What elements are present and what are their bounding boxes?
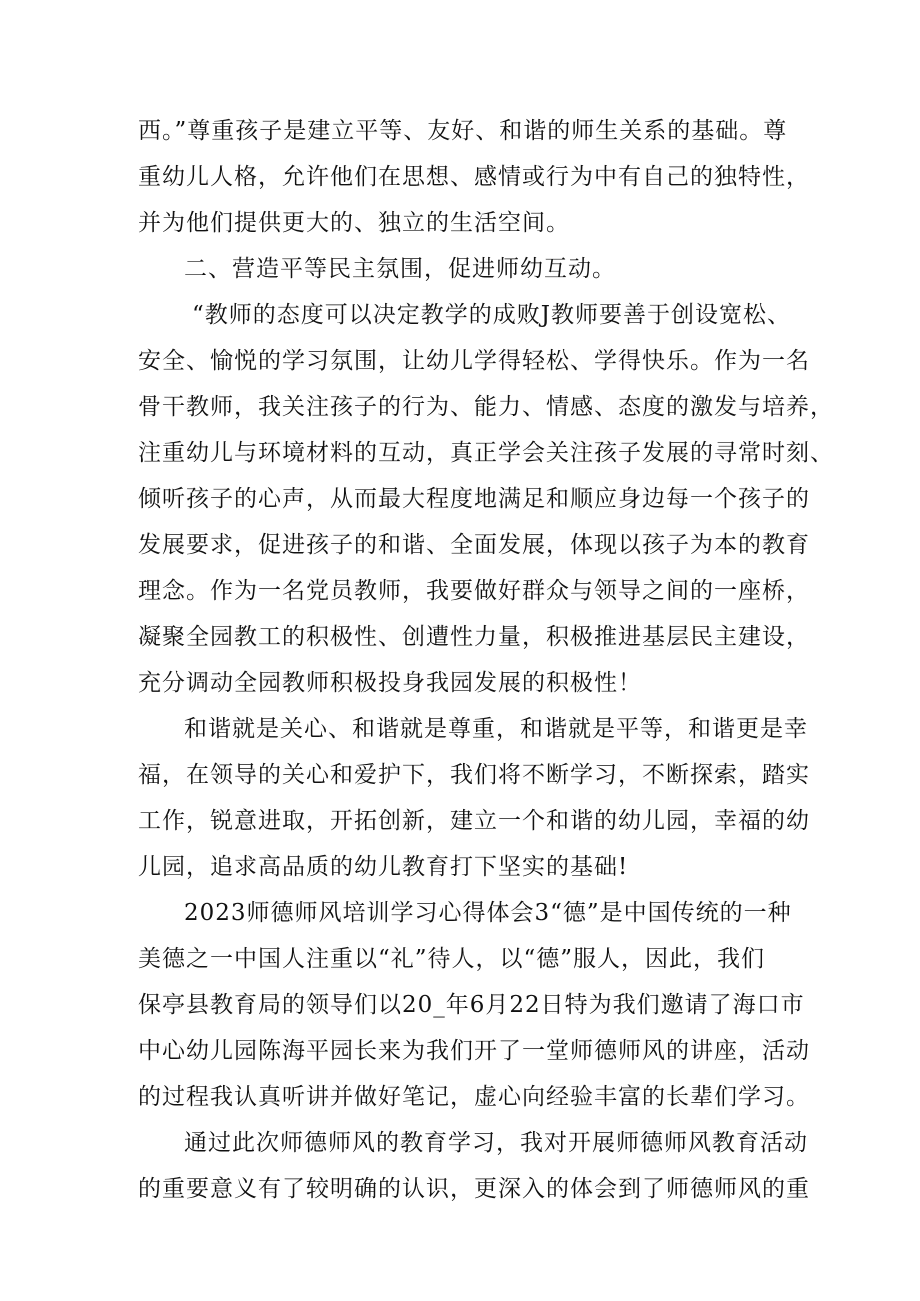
text-line: 发展要求，促进孩子的和谐、全面发展，体现以孩子为本的教育 [138, 532, 810, 558]
paragraph-first-line: 2023师德师风培训学习心得体会3“德”是中国传统的一种 [184, 900, 792, 926]
text-line: 骨干教师，我关注孩子的行为、能力、情感、态度的激发与培养， [138, 394, 834, 420]
text-line: 安全、愉悦的学习氛围，让幼儿学得轻松、学得快乐。作为一名 [138, 348, 810, 374]
text-line: 充分调动全园教师积极投身我园发展的积极性！ [138, 670, 642, 696]
text-line: 保亭县教育局的领导们以20_年6月22日特为我们邀请了海口市 [138, 992, 805, 1018]
section-heading: 二、营造平等民主氛围，促进师幼互动。 [184, 256, 616, 282]
text-line: 儿园，追求高品质的幼儿教育打下坚实的基础! [138, 854, 629, 880]
document-body [138, 108, 834, 1212]
text-line: 西。”尊重孩子是建立平等、友好、和谐的师生关系的基础。尊 [138, 118, 788, 144]
text-line: 的重要意义有了较明确的认识，更深入的体会到了师德师风的重 [138, 1176, 810, 1202]
text-line: 并为他们提供更大的、独立的生活空间。 [138, 210, 570, 236]
text-line: 凝聚全园教工的积极性、创遭性力量，积极推进基层民主建设， [138, 624, 810, 650]
paragraph-first-line: 通过此次师德师风的教育学习，我对开展师德师风教育活动 [184, 1130, 808, 1156]
text-line: 工作，锐意进取，开拓创新，建立一个和谐的幼儿园，幸福的幼 [138, 808, 810, 834]
text-line: 的过程我认真听讲并做好笔记，虚心向经验丰富的长辈们学习。 [138, 1084, 810, 1110]
text-line: 美德之一中国人注重以“礼”待人，以“德”服人，因此，我们 [138, 946, 766, 972]
text-line: 倾听孩子的心声，从而最大程度地满足和顺应身边每一个孩子的 [138, 486, 810, 512]
text-line: 中心幼儿园陈海平园长来为我们开了一堂师德师风的讲座，活动 [138, 1038, 810, 1064]
text-line: 理念。作为一名党员教师，我要做好群众与领导之间的一座桥， [138, 578, 810, 604]
text-line: 福，在领导的关心和爱护下，我们将不断学习，不断探索，踏实 [138, 762, 810, 788]
paragraph-first-line: 和谐就是关心、和谐就是尊重，和谐就是平等，和谐更是幸 [184, 716, 808, 742]
paragraph-first-line: “教师的态度可以决定教学的成败J教师要善于创设宽松、 [192, 302, 791, 328]
text-line: 重幼儿人格，允许他们在思想、感情或行为中有自己的独特性， [138, 164, 810, 190]
text-line: 注重幼儿与环境材料的互动，真正学会关注孩子发展的寻常时刻、 [138, 440, 834, 466]
